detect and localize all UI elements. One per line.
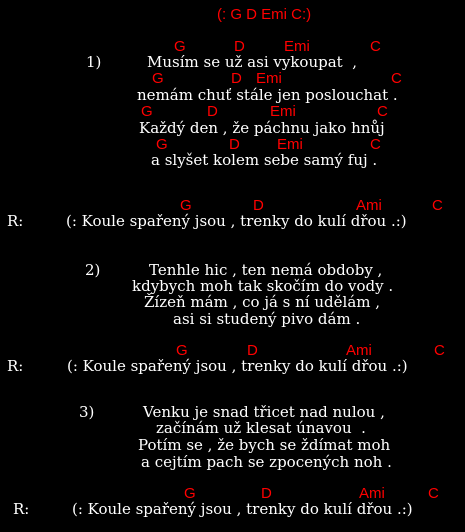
- chord: Emi: [284, 38, 310, 55]
- chord: D: [231, 70, 242, 87]
- lyric-line: asi si studený pivo dám .: [173, 310, 361, 328]
- lyric-line: Musím se už asi vykoupat ,: [147, 53, 357, 71]
- chord: G: [141, 103, 153, 120]
- lyric-line: kdybych moh tak skočím do vody .: [132, 277, 394, 295]
- chorus-label: R:: [7, 212, 24, 230]
- chord: C: [428, 485, 439, 502]
- chorus-label: R:: [13, 500, 30, 518]
- chord: Emi: [270, 103, 296, 120]
- chord: C: [434, 342, 445, 359]
- lyric-line: Potím se , že bych se ždímat moh: [138, 436, 391, 454]
- chord: Emi: [277, 136, 303, 153]
- chorus-line: (: Koule spařený jsou , trenky do kulí dřou .:): [72, 500, 413, 518]
- chord: G: [152, 70, 164, 87]
- lyric-line: a slyšet kolem sebe samý fuj .: [151, 151, 378, 169]
- lyric-line: začínám už klesat únavou .: [156, 419, 366, 437]
- chord: Emi: [256, 70, 282, 87]
- lyric-line: Venku je snad třicet nad nulou ,: [143, 403, 385, 421]
- lyric-line: Každý den , že páchnu jako hnůj: [139, 119, 385, 137]
- lyric-line: Tenhle hic , ten nemá obdoby ,: [149, 261, 383, 279]
- lyric-line: Žízeň mám , co já s ní udělám ,: [144, 293, 381, 311]
- lyric-line: nemám chuť stále jen poslouchat .: [137, 86, 398, 104]
- chord: C: [391, 70, 402, 87]
- intro-chords: (: G D Emi C:): [217, 6, 312, 23]
- chord: Ami: [359, 485, 385, 502]
- verse-number: 1): [86, 53, 102, 71]
- chord: Ami: [346, 342, 372, 359]
- lyric-line: a cejtím pach se zpocených noh .: [141, 453, 392, 471]
- chord: G: [180, 197, 192, 214]
- chord: G: [176, 342, 188, 359]
- chord: G: [156, 136, 168, 153]
- chord: G: [184, 485, 196, 502]
- chord: D: [247, 342, 258, 359]
- chorus-label: R:: [7, 357, 24, 375]
- verse-number: 2): [85, 261, 101, 279]
- chord: D: [253, 197, 264, 214]
- chord: D: [207, 103, 218, 120]
- chord: G: [174, 38, 186, 55]
- verse-number: 3): [79, 403, 95, 421]
- chord: C: [370, 38, 381, 55]
- chorus-line: (: Koule spařený jsou , trenky do kulí dřou .:): [67, 357, 408, 375]
- chord: C: [377, 103, 388, 120]
- chord: D: [261, 485, 272, 502]
- chord: D: [229, 136, 240, 153]
- chord: D: [234, 38, 245, 55]
- chord: C: [370, 136, 381, 153]
- chord: Ami: [356, 197, 382, 214]
- chord: C: [432, 197, 443, 214]
- chorus-line: (: Koule spařený jsou , trenky do kulí dřou .:): [66, 212, 407, 230]
